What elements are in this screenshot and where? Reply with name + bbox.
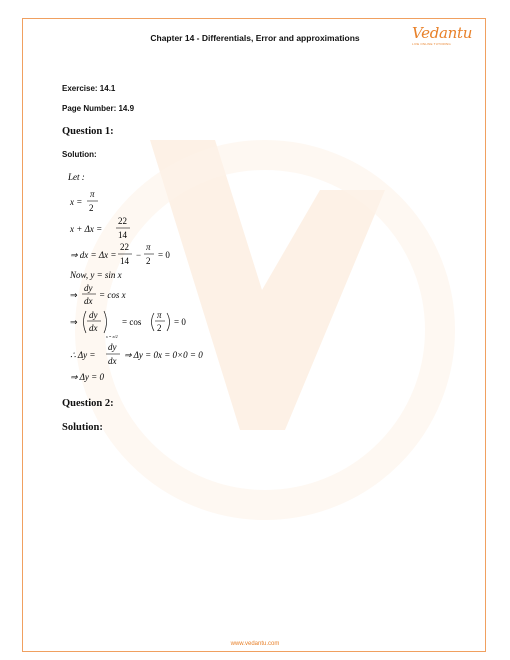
math-paren [84,311,87,333]
math-sub-cond: x = π/2 [106,334,118,339]
math-dx-lhs: x + Δx = [70,224,103,234]
math-pi-c: π [157,310,162,320]
math-minus: − [136,250,142,260]
math-dx-3: dx [108,356,117,366]
math-dy-3: dy [108,342,117,352]
math-cos-x: = cos x [99,290,126,300]
math-dy-2: dy [89,310,98,320]
math-eq0: = 0 [158,250,170,260]
math-paren [104,311,107,333]
math-pi-b: π [146,242,151,252]
question-2-solution-label: Solution: [62,422,103,433]
footer-url[interactable]: www.vedantu.com [230,641,280,647]
math-paren [152,313,155,331]
math-implies-2: ⇒ [70,317,78,327]
math-22: 22 [118,216,127,226]
math-two: 2 [89,203,94,213]
math-implies: ⇒ [70,290,78,300]
math-dx-2: dx [89,323,98,333]
math-dx: dx [84,296,93,306]
math-14: 14 [118,230,127,240]
math-final: ⇒ Δy = 0 [70,372,104,382]
math-now-line: Now, y = sin x [70,270,122,280]
math-22b: 22 [120,242,129,252]
logo-tagline: LIVE ONLINE TUTORING [412,42,451,46]
exercise-label: Exercise: 14.1 [62,84,116,93]
math-pi: π [90,189,95,199]
math-paren [167,313,170,331]
question-2-heading: Question 2: [62,398,114,409]
math-14b: 14 [120,256,129,266]
question-1-heading: Question 1: [62,126,114,137]
math-let: Let : [68,172,85,182]
math-two-c: 2 [157,323,162,333]
math-dy: dy [84,283,93,293]
math-therefore-pre: ∴ Δy = [70,350,96,360]
math-therefore-post: ⇒ Δy = 0x = 0×0 = 0 [124,350,203,360]
page-number-label: Page Number: 14.9 [62,104,135,113]
chapter-title: Chapter 14 - Differentials, Error and approximations [150,33,360,43]
math-eq0-b: = 0 [174,317,186,327]
math-dx-line: ⇒ dx = Δx = [70,250,117,260]
math-eq-cos: = cos [122,317,142,327]
question-1-solution-label: Solution: [62,150,97,159]
math-two-b: 2 [146,256,151,266]
vedantu-logo [412,24,473,48]
solution-math [68,170,328,390]
logo-text: Vedantu [412,24,473,42]
math-x-lhs: x = [70,197,83,207]
